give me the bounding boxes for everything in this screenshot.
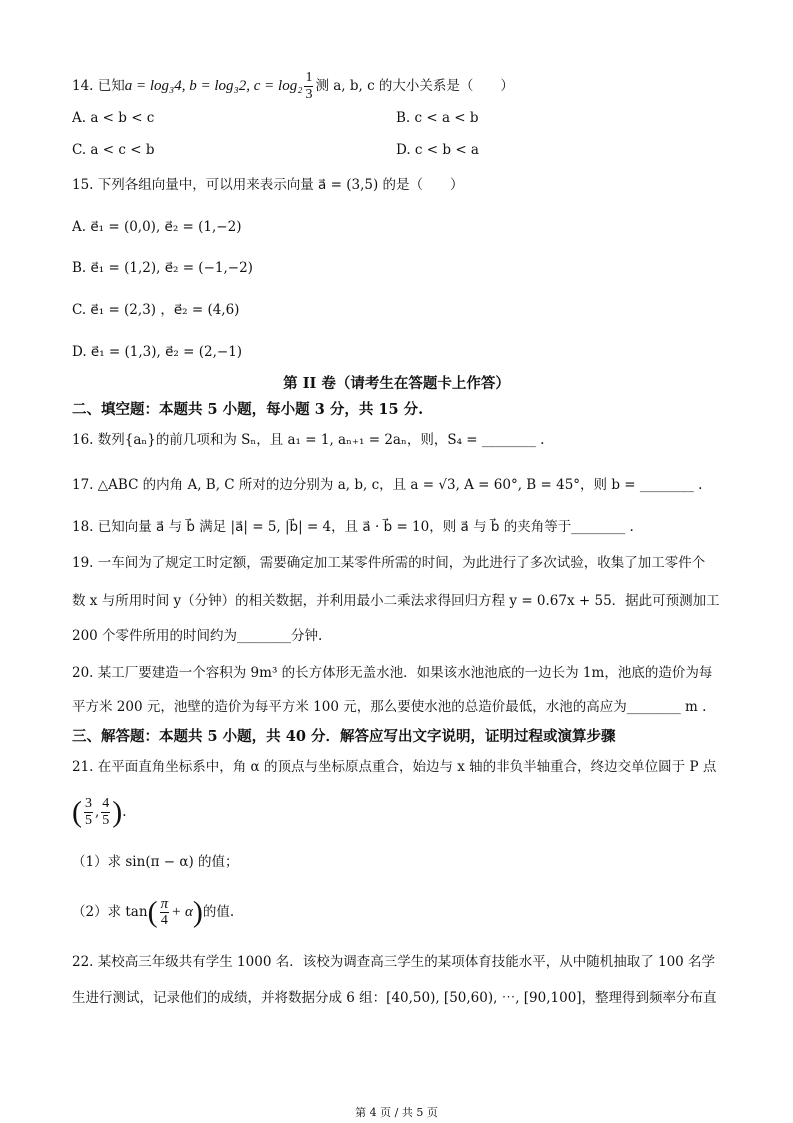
frac-num: 4 [102, 796, 110, 811]
point-x [84, 796, 93, 829]
q19-line3: 200 个零件所用的时间约为________分钟. [72, 628, 323, 644]
q20-line2: 平方米 200 元，池壁的造价为每平方米 100 元，那么要使水池的总造价最低，水池的高应为________ m . [72, 699, 707, 715]
frac-num: 3 [85, 796, 92, 811]
q19-line1: 19. 一车间为了规定工时定额，需要确定加工某零件所需的时间，为此进行了多次试验，收集了加工零件个 [72, 555, 706, 571]
q15-option-c: C. e⃗₁ = (2,3) ，e⃗₂ = (4,6) [72, 302, 240, 318]
paren-open: ( [147, 895, 158, 929]
plus-alpha: + α [171, 904, 193, 920]
q21-sub1: （1）求 sin(π − α) 的值； [72, 854, 239, 870]
point-y [101, 796, 110, 829]
paren-close: ) [112, 795, 123, 829]
frac-num: π [160, 896, 169, 912]
frac-den: 5 [85, 813, 92, 828]
q19-line2: 数 x 与所用时间 y（分钟）的相关数据，并利用最小二乘法求得回归方程 y = 0.67x + 55．据此可预测加工 [72, 593, 720, 609]
q22-line2: 生进行测试，记录他们的成绩，并将数据分成 6 组：[40,50), [50,60), ⋯, [90,100]，整理得到频率分布直 [72, 990, 717, 1006]
q14-option-d: D. c < b < a [396, 142, 479, 158]
section2-heading: 二、填空题：本题共 5 小题，每小题 3 分，共 15 分. [72, 401, 424, 418]
question-18: 18. 已知向量 a⃗ 与 b⃗ 满足 |a⃗| = 5, |b⃗| = 4，且 a⃗ · b⃗ = 10，则 a⃗ 与 b⃗ 的夹角等于________ . [72, 519, 634, 535]
q15-option-d: D. e⃗₁ = (1,3), e⃗₂ = (2,−1) [72, 344, 243, 360]
q14-math: a = log₃4, b = log₃2, c = log₂ [124, 78, 303, 94]
pi-over-4 [160, 896, 170, 929]
part2-title: 第 II 卷（请考生在答题卡上作答） [283, 375, 510, 392]
q15-option-b: B. e⃗₁ = (1,2), e⃗₂ = (−1,−2) [72, 260, 253, 276]
frac-den: 3 [305, 87, 313, 102]
frac-den: 5 [102, 813, 110, 828]
q21-sub2 [72, 892, 234, 933]
q22-line1: 22. 某校高三年级共有学生 1000 名．该校为调查高三学生的某项体育技能水平，从中随机抽取了 100 名学 [72, 954, 716, 970]
question-17: 17. △ABC 的内角 A, B, C 所对的边分别为 a, b, c，且 a = √3, A = 60°, B = 45°，则 b = ________ . [72, 477, 703, 493]
q14-suffix: 测 a, b, c 的大小关系是（ ） [315, 78, 514, 94]
q14-option-a: A. a < b < c [72, 110, 155, 126]
q20-line1: 20. 某工厂要建造一个容积为 9m³ 的长方体形无盖水池．如果该水池池底的一边长为 1m，池底的造价为每 [72, 665, 713, 681]
paren-close: ) [192, 895, 203, 929]
q14-stem [72, 70, 514, 103]
q21-point: ( $\frac{3}{5}$ , $\frac{4}{5}$ ). [72, 795, 127, 829]
frac-num: 1 [305, 70, 313, 85]
section3-heading: 三、解答题：本题共 5 小题，共 40 分．解答应写出文字说明，证明过程或演算步骤 [72, 728, 616, 745]
period: . [122, 804, 127, 820]
q14-option-c: C. a < c < b [72, 142, 155, 158]
q15-option-a: A. e⃗₁ = (0,0), e⃗₂ = (1,−2) [72, 219, 242, 235]
q15-stem: 15. 下列各组向量中，可以用来表示向量 a⃗ = (3,5) 的是（ ） [72, 177, 464, 193]
question-16: 16. 数列{aₙ}的前几项和为 Sₙ，且 a₁ = 1, aₙ₊₁ = 2aₙ，则，S₄ = ________ . [72, 432, 545, 448]
sub2-suffix: 的值. [202, 904, 235, 920]
q21-line1: 21. 在平面直角坐标系中，角 α 的顶点与坐标原点重合，始边与 x 轴的非负半轴重合，终边交单位圆于 P 点 [72, 759, 717, 775]
q14-option-b: B. c < a < b [396, 110, 479, 126]
sub2-prefix: （2）求 tan [72, 904, 148, 920]
frac-den: 4 [160, 913, 168, 928]
q14-prefix: 14. 已知 [72, 78, 125, 94]
q14-fraction [304, 70, 313, 103]
paren-open: ( [72, 795, 82, 829]
page-footer: 第 4 页 / 共 5 页 [355, 1106, 438, 1119]
